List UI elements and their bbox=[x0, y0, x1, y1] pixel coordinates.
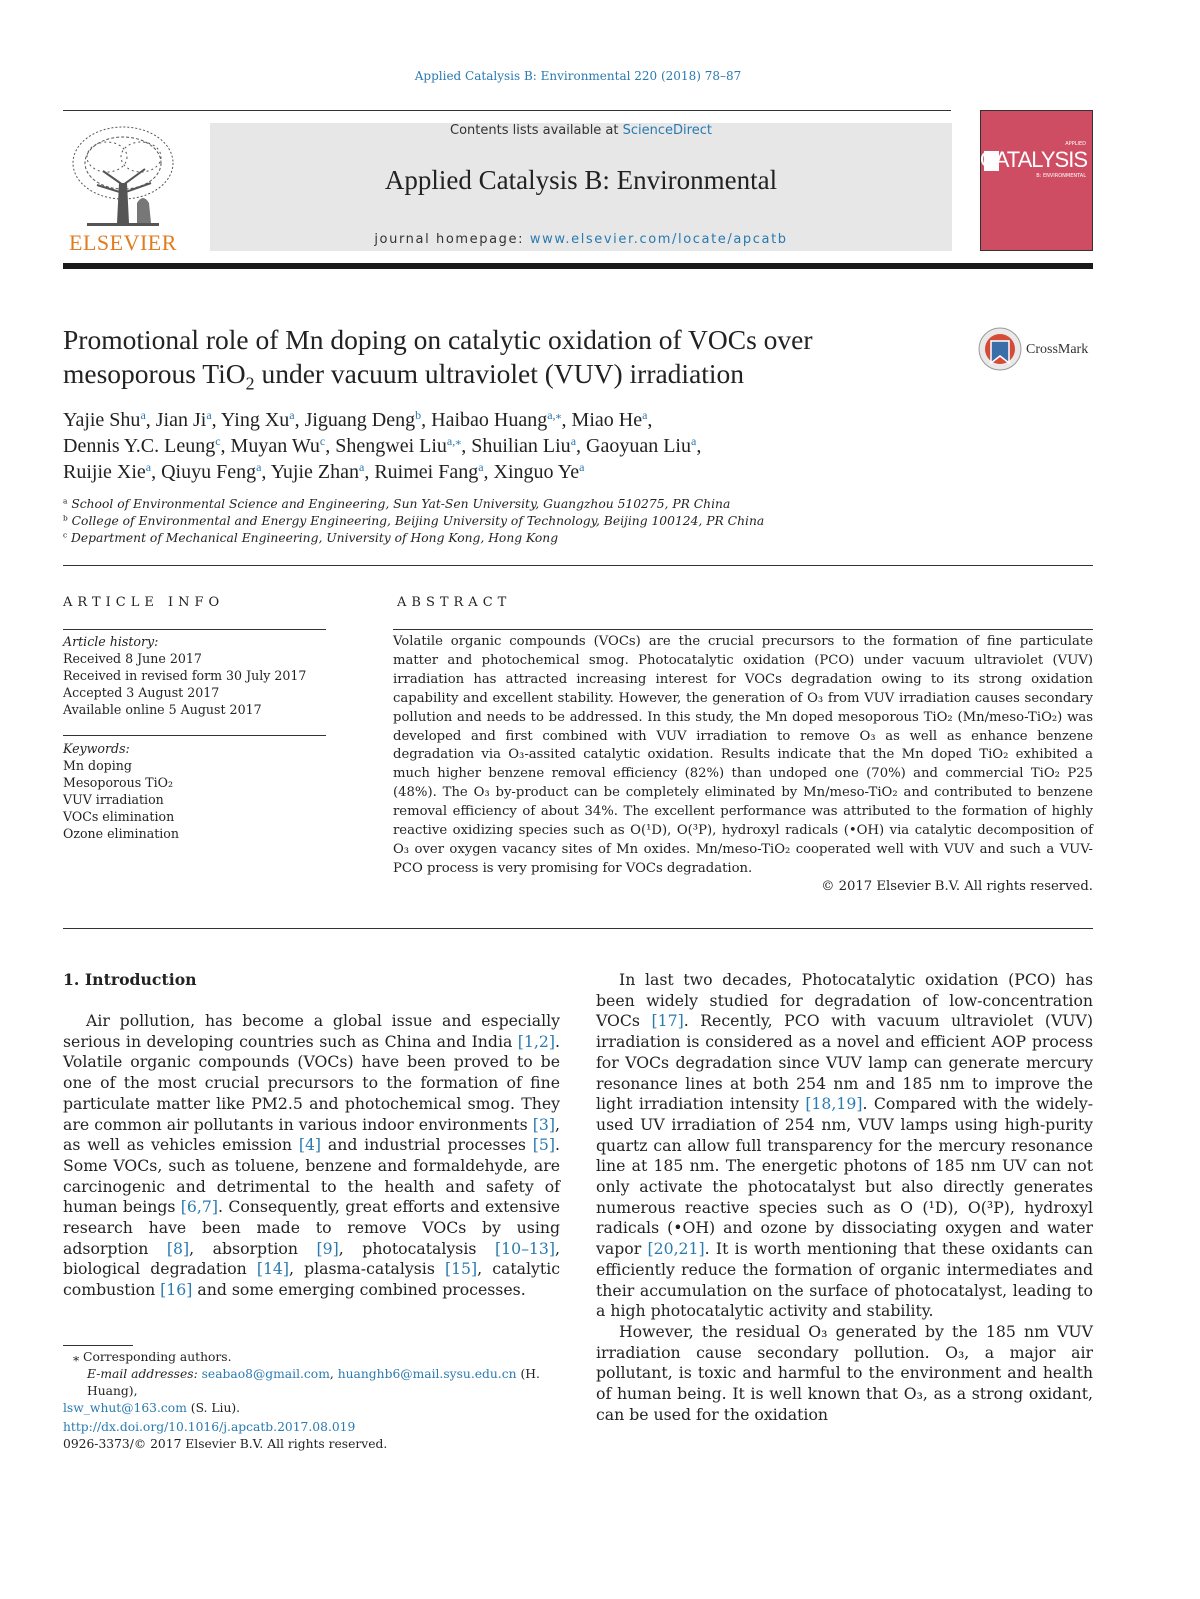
keywords-label: Keywords: bbox=[63, 741, 130, 756]
body-text: . Volatile organic compounds (VOCs) have been proved to be one of the most crucial precursors to the formation of fine particulate matter like PM2.5 and photochemical smog. They are common air pollutants in various indoor environments bbox=[63, 1031, 560, 1134]
citation-link[interactable]: [6,7] bbox=[180, 1197, 218, 1217]
author-sep: , bbox=[294, 409, 305, 431]
citation-link[interactable]: [4] bbox=[298, 1135, 322, 1155]
article-title: Promotional role of Mn doping on catalytic oxidation of VOCs over mesoporous TiO$_2$ under vacuum ultraviolet (VUV) irradiation bbox=[63, 324, 813, 394]
author-sep: , bbox=[483, 461, 494, 483]
doi-block bbox=[63, 1419, 563, 1453]
author-affil-mark[interactable]: a bbox=[289, 407, 295, 422]
history-list bbox=[63, 650, 326, 718]
cover-top: APPLIED bbox=[1065, 141, 1086, 147]
body-column-left bbox=[63, 1011, 560, 1301]
author-affil-mark[interactable]: b bbox=[415, 407, 422, 422]
body-text: . Some VOCs, such as toluene, benzene and formaldehyde, are carcinogenic and detrimental to the health and safety of human beings bbox=[63, 1135, 561, 1217]
author-name[interactable]: Jiguang Deng bbox=[304, 409, 416, 431]
author-affil-mark[interactable]: a bbox=[359, 459, 365, 474]
author-name[interactable]: Yajie Shu bbox=[63, 409, 141, 431]
affiliation-mark: a bbox=[63, 496, 68, 506]
author-sep: , bbox=[576, 435, 587, 457]
history-item: Received 8 June 2017 bbox=[63, 651, 202, 666]
author-affil-mark[interactable]: a bbox=[579, 459, 585, 474]
author-name[interactable]: Xinguo Ye bbox=[493, 461, 580, 483]
crossmark-badge[interactable] bbox=[978, 327, 1096, 373]
affiliation-text: School of Environmental Science and Engineering, Sun Yat-Sen University, Guangzhou 510275, PR China bbox=[67, 497, 731, 511]
body-text: Air pollution, has become a global issue and especially serious in developing countries such as China and India bbox=[63, 1011, 560, 1051]
author-sep: , bbox=[421, 409, 432, 431]
author-affil-mark[interactable]: a bbox=[642, 407, 648, 422]
keyword-item: VOCs elimination bbox=[63, 809, 175, 824]
body-text: . Compared with the widely-used UV irradiation of 254 nm, VUV lamps using high-purity quartz can allow full transparency for the mercury resonance line at 185 nm. The energetic photons of 185 nm UV can not only activate the photocatalyst but also directly generates numerous reactive species such as O (¹D), O(³P), hydroxyl radicals (•OH) and ozone by dissociating oxygen and water vapor bbox=[596, 1094, 1093, 1259]
email-addresses: E-mail addresses: seabao8@gmail.com, huanghb6@mail.sysu.edu.cn (H. Huang), bbox=[87, 1367, 540, 1398]
body-paragraph bbox=[596, 1322, 1093, 1426]
publisher-name: ELSEVIER bbox=[69, 230, 177, 255]
body-text: , biological degradation bbox=[63, 1238, 560, 1279]
author-sep: , bbox=[696, 435, 702, 457]
journal-cover[interactable] bbox=[980, 110, 1093, 251]
body-text: . Consequently, great efforts and extensive research have been made to remove VOCs by using adsorption bbox=[63, 1197, 560, 1258]
affiliation-mark: b bbox=[63, 513, 68, 523]
corresponding-note: ⁎ Corresponding authors. bbox=[73, 1350, 232, 1364]
body-rule bbox=[63, 928, 1093, 929]
body-paragraph bbox=[63, 1011, 560, 1301]
author-sep: , bbox=[647, 409, 653, 431]
email-link[interactable]: seabao8@gmail.com bbox=[201, 1367, 330, 1381]
author-sep: , bbox=[325, 435, 336, 457]
author-name[interactable]: Miao He bbox=[571, 409, 643, 431]
keyword-list bbox=[63, 757, 326, 842]
affiliation bbox=[63, 530, 1093, 547]
author-sep: , bbox=[151, 461, 162, 483]
contents-line: Contents lists available at ScienceDirect bbox=[450, 123, 712, 138]
body-text: , photocatalysis bbox=[338, 1238, 495, 1258]
email-addresses-cont: lsw_whut@163.com (S. Liu). bbox=[63, 1401, 241, 1415]
author-affil-mark[interactable]: a bbox=[478, 459, 484, 474]
author-affil-mark[interactable]: a bbox=[256, 459, 262, 474]
author-affil-mark[interactable]: a,⁎ bbox=[547, 407, 562, 422]
affiliation-rule bbox=[63, 565, 1093, 566]
running-head[interactable]: Applied Catalysis B: Environmental 220 (2018) 78–87 bbox=[414, 69, 742, 83]
author-sep: , bbox=[211, 409, 221, 431]
citation-link[interactable]: [17] bbox=[651, 1011, 684, 1031]
keywords bbox=[63, 740, 326, 842]
footnote bbox=[63, 1349, 563, 1417]
author-name[interactable]: Haibao Huang bbox=[431, 409, 548, 431]
body-text: , absorption bbox=[189, 1238, 317, 1258]
email-link[interactable]: huanghb6@mail.sysu.edu.cn bbox=[337, 1367, 517, 1381]
elsevier-tree-icon bbox=[67, 123, 179, 231]
author-name[interactable]: Ruimei Fang bbox=[374, 461, 479, 483]
citation-link[interactable]: [15] bbox=[444, 1259, 478, 1279]
author-name[interactable]: Shuilian Liu bbox=[471, 435, 571, 457]
crossmark-label: CrossMark bbox=[1026, 342, 1089, 357]
body-text: , as well as vehicles emission bbox=[63, 1114, 560, 1155]
citation-link[interactable]: [14] bbox=[256, 1259, 290, 1279]
author-name[interactable]: Qiuyu Feng bbox=[161, 461, 257, 483]
affiliation-text: Department of Mechanical Engineering, University of Hong Kong, Hong Kong bbox=[67, 531, 559, 545]
keyword-item: VUV irradiation bbox=[63, 792, 164, 807]
keyword-item: Ozone elimination bbox=[63, 826, 179, 841]
citation-link[interactable]: [10–13] bbox=[494, 1238, 555, 1258]
article-info-rule bbox=[63, 629, 326, 630]
homepage-link[interactable]: www.elsevier.com/locate/apcatb bbox=[529, 232, 788, 247]
author-list bbox=[63, 407, 1093, 485]
article-info-heading: ARTICLE INFO bbox=[63, 595, 225, 610]
author-affil-mark[interactable]: a,⁎ bbox=[446, 433, 462, 448]
affiliation-text: College of Environmental and Energy Engineering, Beijing University of Technology, Beijing 100124, PR China bbox=[67, 514, 765, 528]
header-thick-rule bbox=[63, 263, 1093, 269]
history-item: Accepted 3 August 2017 bbox=[63, 685, 220, 700]
elsevier-logo[interactable] bbox=[63, 123, 183, 255]
history-item: Received in revised form 30 July 2017 bbox=[63, 668, 307, 683]
body-text: , catalytic combustion bbox=[63, 1259, 560, 1300]
author-name[interactable]: Jian Ji bbox=[155, 409, 207, 431]
citation-link[interactable]: [9] bbox=[316, 1238, 339, 1258]
citation-link[interactable]: [16] bbox=[160, 1280, 193, 1300]
crossmark-icon bbox=[978, 327, 1022, 371]
body-text: . Recently, PCO with vacuum ultraviolet (VUV) irradiation is considered as a novel and efficient AOP process for VOCs degradation since VUV lamp can generate mercury resonance lines at both 254 nm and 185 nm to improve the light irradiation intensity bbox=[596, 1011, 1093, 1114]
author-sep: , bbox=[220, 435, 231, 457]
body-text: , plasma-catalysis bbox=[289, 1259, 445, 1279]
author-affil-mark[interactable]: a bbox=[145, 459, 152, 474]
doi-link[interactable]: http://dx.doi.org/10.1016/j.apcatb.2017.08.019 bbox=[63, 1420, 356, 1434]
body-column-right bbox=[596, 970, 1093, 1425]
keywords-rule bbox=[63, 735, 326, 736]
history-item: Available online 5 August 2017 bbox=[63, 702, 262, 717]
issn-line: 0926-3373/© 2017 Elsevier B.V. All rights reserved. bbox=[63, 1437, 388, 1451]
citation-link[interactable]: [1,2] bbox=[517, 1031, 555, 1051]
body-text: . It is worth mentioning that these oxidants can efficiently reduce the formation of organic intermediates and their accumulation on the surface of photocatalyst, leading to a high photocatalytic activity and stability. bbox=[596, 1239, 1093, 1321]
citation-link[interactable]: [3] bbox=[532, 1114, 555, 1134]
keyword-item: Mesoporous TiO₂ bbox=[63, 775, 174, 790]
citation-link[interactable]: [5] bbox=[532, 1135, 556, 1155]
cover-sub: B: ENVIRONMENTAL bbox=[1036, 173, 1086, 179]
citation-link[interactable]: [8] bbox=[166, 1238, 190, 1258]
abstract-heading: ABSTRACT bbox=[397, 595, 512, 610]
author-sep: , bbox=[261, 461, 271, 483]
header-rule bbox=[63, 110, 951, 111]
author-name[interactable]: Muyan Wu bbox=[230, 435, 320, 457]
footnote-rule bbox=[63, 1345, 133, 1346]
author-affil-mark[interactable]: a bbox=[206, 407, 212, 422]
author-affil-mark[interactable]: c bbox=[215, 433, 221, 448]
keyword-item: Mn doping bbox=[63, 758, 132, 773]
author-affil-mark[interactable]: a bbox=[140, 407, 146, 422]
article-history bbox=[63, 633, 326, 718]
author-name[interactable]: Shengwei Liu bbox=[335, 435, 447, 457]
section-heading-introduction: 1. Introduction bbox=[63, 970, 197, 989]
citation-link[interactable]: [20,21] bbox=[647, 1239, 705, 1259]
abstract-text: Volatile organic compounds (VOCs) are the crucial precursors to the formation of fine particulate matter and photochemical smog. Photocatalytic oxidation (PCO) under vacuum ultraviolet (VUV) irradiation has attracted increasing interest for VOCs degradation owing to its strong oxidation capability and excellent stability. However, the generation of O₃ from VUV irradiation causes secondary pollution and needs to be addressed. In this study, the Mn doped mesoporous TiO₂ (Mn/meso-TiO₂) was developed and first combined with VUV irradiation to remove O₃ as well as enhance benzene degradation via O₃-assited catalytic oxidation. Results indicate that the Mn doped TiO₂ exhibited a much higher benzene removal efficiency (82%) than undoped one (70%) and commercial TiO₂ P25 (48%). The O₃ by-product can be completely eliminated by Mn/meso-TiO₂ and contributed to benzene removal efficiency of about 34%. The excellent performance was attributed to the formation of highly reactive oxidizing species such as O(¹D), O(³P), hydroxyl radicals (•OH) via catalytic decomposition of O₃ over oxygen vacancy sites of Mn oxides. Mn/meso-TiO₂ cooperated well with VUV and such a VUV-PCO process is very promising for VOCs degradation. bbox=[393, 634, 1093, 876]
affiliation bbox=[63, 513, 1093, 530]
citation-link[interactable]: [18,19] bbox=[805, 1094, 863, 1114]
author-sep: , bbox=[364, 461, 375, 483]
author-name[interactable]: Ruijie Xie bbox=[63, 461, 146, 483]
author-affil-mark[interactable]: a bbox=[570, 433, 577, 448]
history-label: Article history: bbox=[63, 634, 159, 649]
body-text: However, the residual O₃ generated by the 185 nm VUV irradiation cause secondary pollution. O₃, a major air pollutant, is toxic and harmful to the environment and health of human being. It is well known that O₃, as a strong oxidant, can be used for the oxidation bbox=[596, 1321, 1093, 1424]
journal-title: Applied Catalysis B: Environmental bbox=[384, 165, 778, 195]
email-link[interactable]: lsw_whut@163.com bbox=[63, 1401, 187, 1415]
author-name[interactable]: Yujie Zhan bbox=[270, 461, 359, 483]
author-name[interactable]: Ying Xu bbox=[220, 409, 290, 431]
author-affil-mark[interactable]: c bbox=[319, 433, 326, 448]
abstract-copyright: © 2017 Elsevier B.V. All rights reserved. bbox=[821, 879, 1093, 894]
author-name[interactable]: Gaoyuan Liu bbox=[586, 435, 691, 457]
sciencedirect-link[interactable]: ScienceDirect bbox=[622, 123, 712, 138]
cover-word: CATALYSIS bbox=[979, 147, 1087, 172]
author-name[interactable]: Dennis Y.C. Leung bbox=[63, 435, 216, 457]
body-text: and some emerging combined processes. bbox=[192, 1280, 526, 1300]
affiliations bbox=[63, 496, 1093, 547]
journal-homepage: journal homepage: www.elsevier.com/locate/apcatb bbox=[374, 232, 788, 247]
affiliation bbox=[63, 496, 1093, 513]
abstract-rule bbox=[393, 629, 1093, 630]
author-sep: , bbox=[145, 409, 156, 431]
body-text: In last two decades, Photocatalytic oxidation (PCO) has been widely studied for degradation of low-concentration VOCs bbox=[596, 970, 1093, 1031]
affiliation-mark: c bbox=[63, 530, 68, 540]
body-text: and industrial processes bbox=[321, 1135, 533, 1155]
author-sep: , bbox=[461, 435, 472, 457]
journal-banner bbox=[210, 123, 952, 251]
author-sep: , bbox=[561, 409, 572, 431]
body-paragraph bbox=[596, 970, 1093, 1322]
author-affil-mark[interactable]: a bbox=[691, 433, 697, 448]
